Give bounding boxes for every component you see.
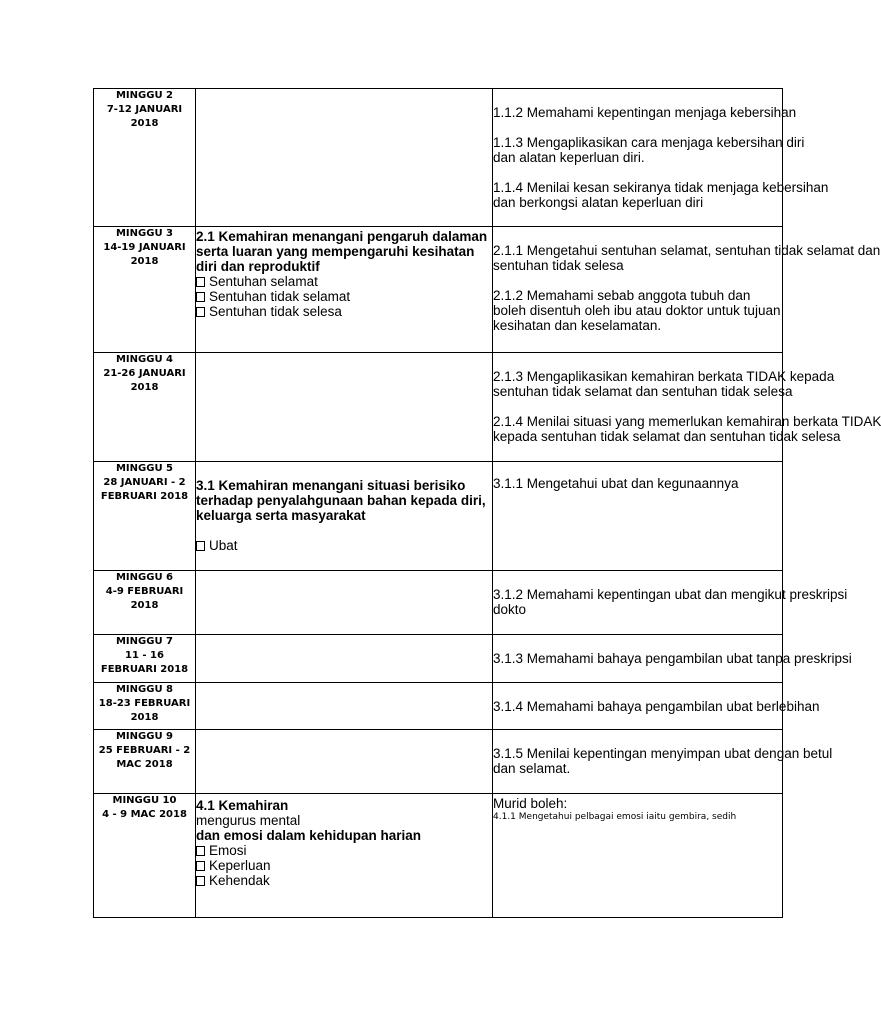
table-row — [94, 89, 783, 227]
learning-standard: 4.1.1 Mengetahui pelbagai emosi iaitu gembira, sedih — [493, 812, 737, 822]
standards-cell — [493, 571, 848, 635]
table-row — [94, 730, 783, 794]
table-row — [94, 794, 783, 918]
week-cell — [94, 571, 196, 635]
standards-cell — [493, 794, 783, 918]
checkbox-bullet-icon — [196, 277, 205, 287]
topic-bullet-label: Ubat — [209, 538, 238, 553]
learning-standard: 3.1.1 Mengetahui ubat dan kegunaannya — [493, 476, 739, 491]
topic-cell — [196, 794, 493, 918]
learning-standard: 2.1.1 Mengetahui sentuhan selamat, sentuhan tidak selamat dan sentuhan tidak selesa — [493, 243, 881, 273]
week-label: MINGGU 2 — [115, 90, 174, 101]
topic-cell — [196, 730, 493, 794]
week-dates: 4 - 9 MAC 2018 — [102, 809, 187, 820]
checkbox-bullet-icon — [196, 876, 205, 886]
checkbox-bullet-icon — [196, 541, 205, 551]
topic-cell — [196, 571, 493, 635]
week-cell — [94, 683, 196, 730]
topic-bullet-label: Kehendak — [209, 873, 270, 888]
topic-heading: 2.1 Kemahiran menangani pengaruh dalaman serta luaran yang mempengaruhi kesihatan diri dan reproduktif — [196, 229, 488, 274]
learning-standard: 2.1.4 Menilai situasi yang memerlukan kemahiran berkata TIDAK kepada sentuhan tidak selamat dan sentuhan tidak selesa — [493, 414, 881, 444]
week-dates: 14-19 JANUARI 2018 — [103, 242, 186, 267]
learning-standard: 3.1.5 Menilai kepentingan menyimpan ubat dengan betul dan selamat. — [493, 746, 833, 776]
week-dates: 11 - 16 FEBRUARI 2018 — [100, 650, 189, 675]
topic-bullet-item — [196, 843, 492, 858]
checkbox-bullet-icon — [196, 292, 205, 302]
table-row — [94, 462, 783, 571]
week-label: MINGGU 3 — [115, 228, 174, 239]
topic-bullet-label: Emosi — [209, 843, 247, 858]
week-dates: 7-12 JANUARI 2018 — [106, 104, 183, 129]
week-cell — [94, 462, 196, 571]
topic-bullet-item — [196, 304, 492, 319]
topic-bullet-item — [196, 873, 492, 888]
topic-heading: 3.1 Kemahiran menangani situasi berisiko terhadap penyalahgunaan bahan kepada diri, keluarga serta masyarakat — [196, 478, 486, 523]
standards-cell — [493, 353, 881, 462]
checkbox-bullet-icon — [196, 307, 205, 317]
table-row — [94, 683, 783, 730]
topic-cell — [196, 635, 493, 683]
table-row — [94, 227, 783, 353]
standards-cell — [493, 730, 833, 794]
week-cell — [94, 227, 196, 353]
topic-bullet-item — [196, 538, 492, 553]
week-dates: 28 JANUARI - 2 FEBRUARI 2018 — [100, 477, 189, 502]
checkbox-bullet-icon — [196, 846, 205, 856]
week-cell — [94, 89, 196, 227]
week-label: MINGGU 5 — [115, 463, 174, 474]
topic-text: mengurus mental — [196, 813, 301, 828]
week-dates: 21-26 JANUARI 2018 — [103, 368, 186, 393]
topic-bullet-label: Sentuhan tidak selamat — [209, 289, 351, 304]
week-cell — [94, 353, 196, 462]
topic-cell — [196, 227, 493, 353]
week-label: MINGGU 8 — [115, 684, 174, 695]
week-label: MINGGU 6 — [115, 572, 174, 583]
week-cell — [94, 730, 196, 794]
table-row — [94, 353, 783, 462]
week-label: MINGGU 7 — [115, 636, 174, 647]
week-dates: 25 FEBRUARI - 2 MAC 2018 — [98, 745, 191, 770]
learning-standard: Murid boleh: — [493, 796, 568, 811]
standards-cell — [493, 635, 852, 683]
week-cell — [94, 794, 196, 918]
topic-bullet-label: Sentuhan selamat — [209, 274, 318, 289]
week-dates: 18-23 FEBRUARI 2018 — [98, 698, 191, 723]
learning-standard: 3.1.2 Memahami kepentingan ubat dan mengikut preskripsi dokto — [493, 587, 848, 617]
topic-cell — [196, 683, 493, 730]
topic-cell — [196, 89, 493, 227]
topic-bullet-label: Sentuhan tidak selesa — [209, 304, 342, 319]
lesson-plan-table — [93, 88, 881, 918]
topic-heading-continued: dan emosi dalam kehidupan harian — [196, 828, 422, 843]
standards-cell — [493, 89, 829, 227]
topic-bullet-item — [196, 274, 492, 289]
week-label: MINGGU 9 — [115, 731, 174, 742]
learning-standard: 1.1.2 Memahami kepentingan menjaga kebersihan — [493, 105, 797, 120]
learning-standard: 3.1.3 Memahami bahaya pengambilan ubat tanpa preskripsi — [493, 651, 852, 666]
topic-bullet-item — [196, 858, 492, 873]
standards-cell — [493, 227, 881, 353]
learning-standard: 1.1.4 Menilai kesan sekiranya tidak menjaga kebersihan dan berkongsi alatan keperluan diri — [493, 180, 829, 210]
table-row — [94, 635, 783, 683]
week-label: MINGGU 4 — [115, 354, 174, 365]
topic-heading: 4.1 Kemahiran — [196, 798, 289, 813]
week-cell — [94, 635, 196, 683]
table-row — [94, 571, 783, 635]
topic-cell — [196, 353, 493, 462]
learning-standard: 1.1.3 Mengaplikasikan cara menjaga kebersihan diri dan alatan keperluan diri. — [493, 135, 805, 165]
topic-bullet-label: Keperluan — [209, 858, 271, 873]
topic-bullet-item — [196, 289, 492, 304]
week-dates: 4-9 FEBRUARI 2018 — [105, 586, 184, 611]
topic-cell — [196, 462, 493, 571]
learning-standard: 2.1.3 Mengaplikasikan kemahiran berkata TIDAK kepada sentuhan tidak selamat dan sentuhan tidak selesa — [493, 369, 835, 399]
checkbox-bullet-icon — [196, 861, 205, 871]
learning-standard: 2.1.2 Memahami sebab anggota tubuh dan boleh disentuh oleh ibu atau doktor untuk tujuan kesihatan dan keselamatan. — [493, 288, 781, 333]
week-label: MINGGU 10 — [112, 795, 177, 806]
learning-standard: 3.1.4 Memahami bahaya pengambilan ubat berlebihan — [493, 699, 820, 714]
standards-cell — [493, 683, 820, 730]
standards-cell — [493, 462, 783, 571]
